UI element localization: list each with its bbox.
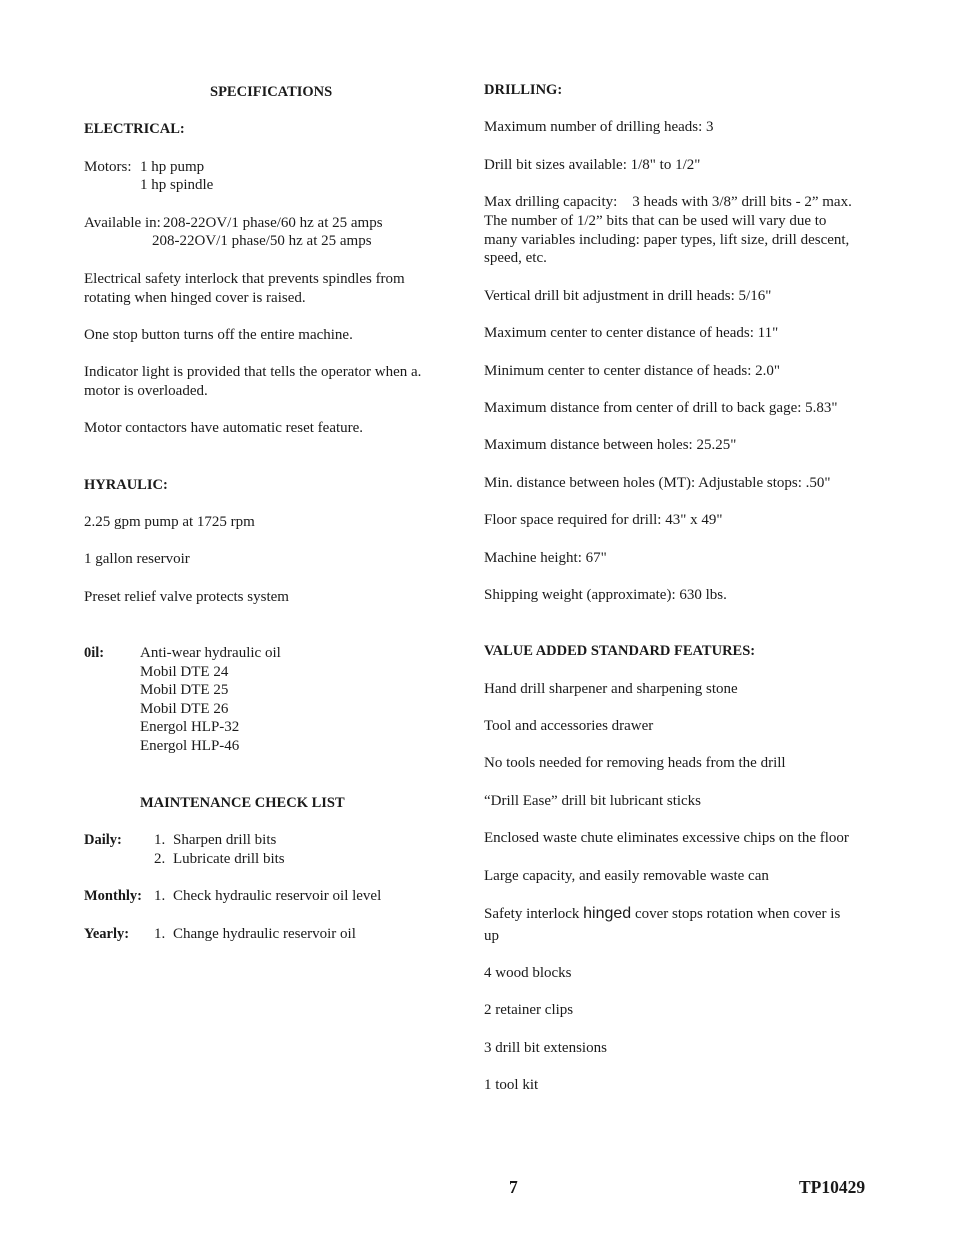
features-heading: VALUE ADDED STANDARD FEATURES: [484, 643, 756, 659]
monthly-item [154, 887, 381, 906]
daily-label: Daily: [84, 832, 122, 848]
feature-drawer: Tool and accessories drawer [484, 718, 654, 734]
daily-item [154, 831, 276, 850]
indicator-line-1: Indicator light is provided that tells the operator when a. [84, 364, 422, 380]
document-id: TP10429 [799, 1177, 866, 1197]
capacity-line-1: Max drilling capacity: 3 heads with 3/8” drill bits - 2” max. [484, 194, 852, 210]
pump-text: 2.25 gpm pump at 1725 rpm [84, 514, 255, 530]
bit-sizes-text: Drill bit sizes available: 1/8" to 1/2" [484, 157, 701, 173]
feature-interlock-line-2: up [484, 928, 499, 944]
oil-label: 0il: [84, 645, 105, 661]
motors-line-2: 1 hp spindle [140, 177, 214, 193]
oil-item: Anti-wear hydraulic oil [140, 645, 281, 661]
shipping-weight-text: Shipping weight (approximate): 630 lbs. [484, 587, 727, 603]
drilling-heading: DRILLING: [484, 82, 563, 98]
page-title: SPECIFICATIONS [210, 84, 333, 100]
oil-item: Mobil DTE 26 [140, 700, 229, 717]
feature-drill-ease: “Drill Ease” drill bit lubricant sticks [484, 793, 702, 809]
available-block [84, 214, 464, 252]
item-number: 2. [154, 850, 166, 867]
max-heads-text: Maximum number of drilling heads: 3 [484, 119, 714, 135]
min-center-text: Minimum center to center distance of heads: 2.0" [484, 363, 781, 379]
yearly-block [84, 925, 464, 945]
interlock-text-post: cover stops rotation when cover is [631, 906, 841, 922]
daily-block [84, 831, 444, 869]
oil-block [84, 644, 404, 758]
feature-no-tools: No tools needed for removing heads from the drill [484, 755, 786, 771]
monthly-label: Monthly: [84, 888, 142, 904]
yearly-item [154, 925, 356, 944]
item-number: 1. [154, 832, 166, 848]
available-line-1: 208-22OV/1 phase/60 hz at 25 amps [163, 215, 383, 231]
maintenance-title: MAINTENANCE CHECK LIST [140, 795, 345, 811]
available-label: Available in: [84, 215, 161, 231]
item-text: Change hydraulic reservoir oil [173, 926, 356, 942]
feature-sharpener: Hand drill sharpener and sharpening stone [484, 681, 738, 697]
item-text: Check hydraulic reservoir oil level [173, 888, 382, 904]
oil-item: Mobil DTE 24 [140, 663, 229, 680]
max-center-text: Maximum center to center distance of heads: 11" [484, 325, 779, 341]
motors-block [84, 158, 444, 196]
available-line-2: 208-22OV/1 phase/50 hz at 25 amps [152, 233, 372, 249]
interlock-line-1: Electrical safety interlock that prevents spindles from [84, 271, 405, 287]
capacity-line-2: The number of 1/2” bits that can be used will vary due to [484, 213, 827, 229]
feature-waste-chute: Enclosed waste chute eliminates excessive chips on the floor [484, 830, 849, 846]
min-holes-text: Min. distance between holes (MT): Adjustable stops: .50" [484, 475, 831, 491]
vertical-adjust-text: Vertical drill bit adjustment in drill heads: 5/16" [484, 288, 772, 304]
feature-retainer-clips: 2 retainer clips [484, 1002, 574, 1018]
feature-bit-extensions: 3 drill bit extensions [484, 1040, 607, 1056]
feature-interlock-line-1 [484, 905, 840, 924]
feature-tool-kit: 1 tool kit [484, 1077, 539, 1093]
stop-button-text: One stop button turns off the entire machine. [84, 327, 353, 343]
yearly-label: Yearly: [84, 926, 130, 942]
item-number: 1. [154, 926, 166, 942]
item-text: Lubricate drill bits [173, 850, 285, 867]
item-number: 1. [154, 888, 166, 904]
relief-valve-text: Preset relief valve protects system [84, 589, 289, 605]
oil-item: Energol HLP-32 [140, 719, 240, 735]
machine-height-text: Machine height: 67" [484, 550, 607, 566]
reservoir-text: 1 gallon reservoir [84, 551, 190, 567]
floor-space-text: Floor space required for drill: 43" x 49" [484, 512, 723, 528]
oil-item: Energol HLP-46 [140, 737, 240, 754]
contactors-text: Motor contactors have automatic reset feature. [84, 420, 364, 436]
indicator-line-2: motor is overloaded. [84, 383, 208, 399]
page-number: 7 [509, 1177, 518, 1197]
capacity-line-4: speed, etc. [484, 250, 547, 266]
monthly-block [84, 887, 464, 907]
daily-item [154, 850, 285, 869]
item-text: Sharpen drill bits [173, 832, 277, 848]
feature-waste-can: Large capacity, and easily removable waste can [484, 868, 769, 884]
capacity-line-3: many variables including: paper types, lift size, drill descent, [484, 231, 850, 248]
motors-label: Motors: [84, 159, 132, 175]
interlock-text-pre: Safety interlock [484, 906, 584, 922]
interlock-text-hinged: hinged [583, 905, 632, 922]
hydraulic-heading: HYRAULIC: [84, 477, 168, 493]
max-holes-text: Maximum distance between holes: 25.25" [484, 437, 737, 453]
back-gage-text: Maximum distance from center of drill to back gage: 5.83" [484, 400, 838, 416]
interlock-line-2: rotating when hinged cover is raised. [84, 290, 306, 306]
motors-line-1: 1 hp pump [140, 159, 205, 175]
feature-wood-blocks: 4 wood blocks [484, 965, 572, 981]
electrical-heading: ELECTRICAL: [84, 121, 185, 137]
oil-item: Mobil DTE 25 [140, 682, 229, 698]
